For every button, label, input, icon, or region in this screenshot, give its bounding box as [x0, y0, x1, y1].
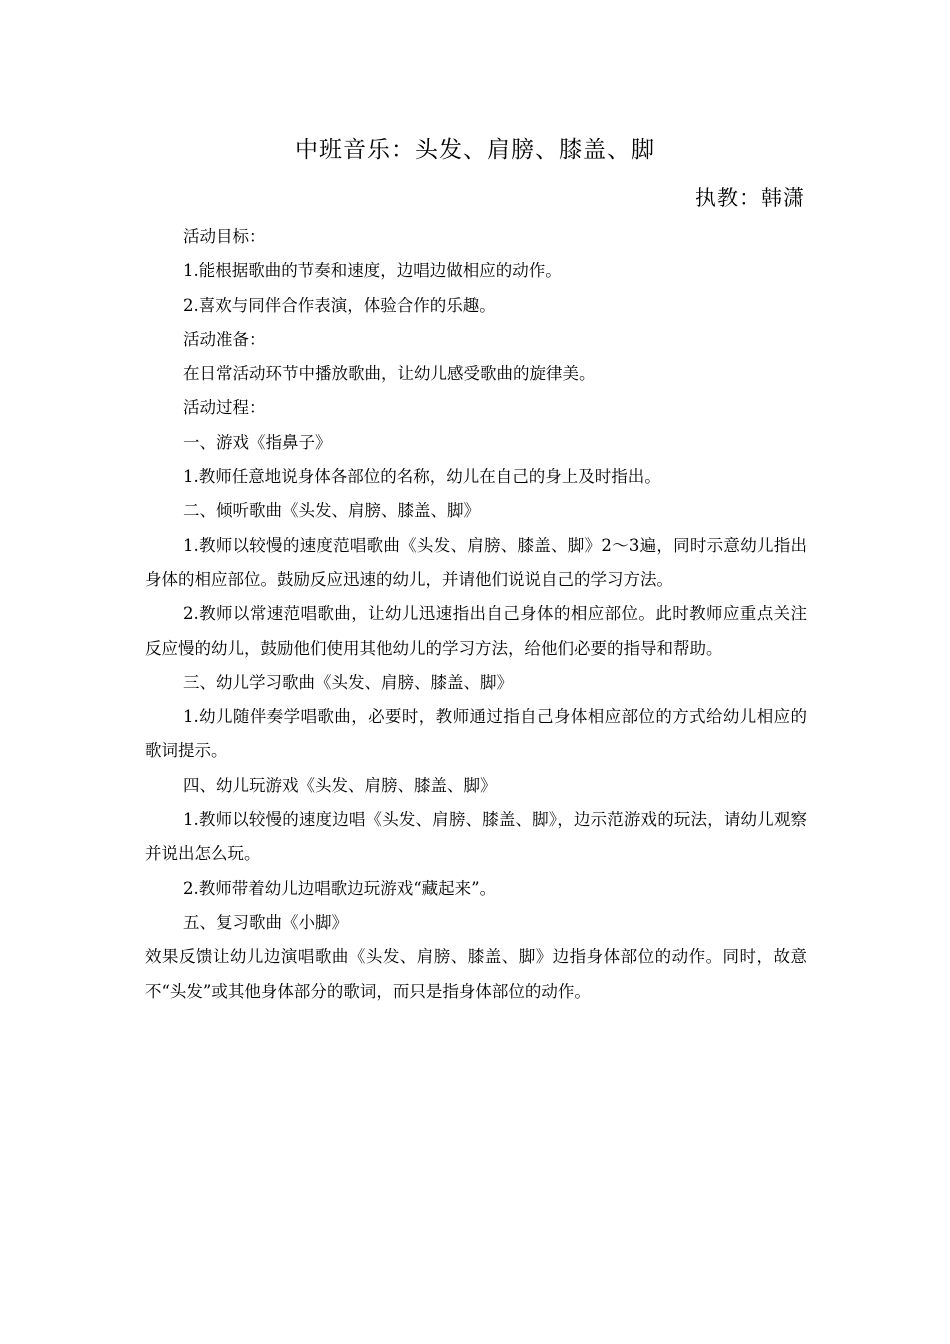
feedback-paragraph: 效果反馈让幼儿边演唱歌曲《头发、肩膀、膝盖、脚》边指身体部位的动作。同时，故意不“头发”或其他身体部分的歌词，而只是指身体部位的动作。 — [145, 947, 807, 1001]
section-2-heading: 二、倾听歌曲《头发、肩膀、膝盖、脚》 — [183, 501, 480, 521]
section-4-step-1: 1.教师以较慢的速度边唱《头发、肩膀、膝盖、脚》，边示范游戏的玩法，请幼儿观察并说出怎么玩。 — [145, 810, 807, 864]
heading-activity-process: 活动过程： — [183, 398, 266, 418]
section-3-step-1: 1.幼儿随伴奏学唱歌曲，必要时，教师通过指自己身体相应部位的方式给幼儿相应的歌词提示。 — [145, 707, 807, 761]
preparation-text: 在日常活动环节中播放歌曲，让幼儿感受歌曲的旋律美。 — [183, 364, 596, 384]
section-4-step-2: 2.教师带着幼儿边唱歌边玩游戏“藏起来”。 — [183, 878, 497, 898]
goal-item-1: 1.能根据歌曲的节奏和速度，边唱边做相应的动作。 — [183, 261, 562, 281]
section-2-step-1: 1.教师以较慢的速度范唱歌曲《头发、肩膀、膝盖、脚》2～3遍，同时示意幼儿指出身体的相应部位。鼓励反应迅速的幼儿，并请他们说说自己的学习方法。 — [145, 535, 807, 589]
section-2-step-2: 2.教师以常速范唱歌曲，让幼儿迅速指出自己身体的相应部位。此时教师应重点关注反应慢的幼儿，鼓励他们使用其他幼儿的学习方法，给他们必要的指导和帮助。 — [145, 604, 807, 658]
section-3-heading: 三、幼儿学习歌曲《头发、肩膀、膝盖、脚》 — [183, 672, 513, 692]
document-author: 执教：韩潇 — [695, 186, 805, 210]
section-1-step-1: 1.教师任意地说身体各部位的名称，幼儿在自己的身上及时指出。 — [183, 467, 661, 487]
heading-activity-goals: 活动目标： — [183, 227, 266, 246]
section-4-heading: 四、幼儿玩游戏《头发、肩膀、膝盖、脚》 — [183, 775, 497, 795]
section-5-heading: 五、复习歌曲《小脚》 — [183, 912, 348, 932]
document-title: 中班音乐：头发、肩膀、膝盖、脚 — [295, 137, 655, 163]
document-body — [145, 220, 807, 1009]
goal-item-2: 2.喜欢与同伴合作表演，体验合作的乐趣。 — [183, 295, 496, 315]
section-1-heading: 一、游戏《指鼻子》 — [183, 432, 332, 452]
heading-activity-preparation: 活动准备： — [183, 329, 266, 349]
